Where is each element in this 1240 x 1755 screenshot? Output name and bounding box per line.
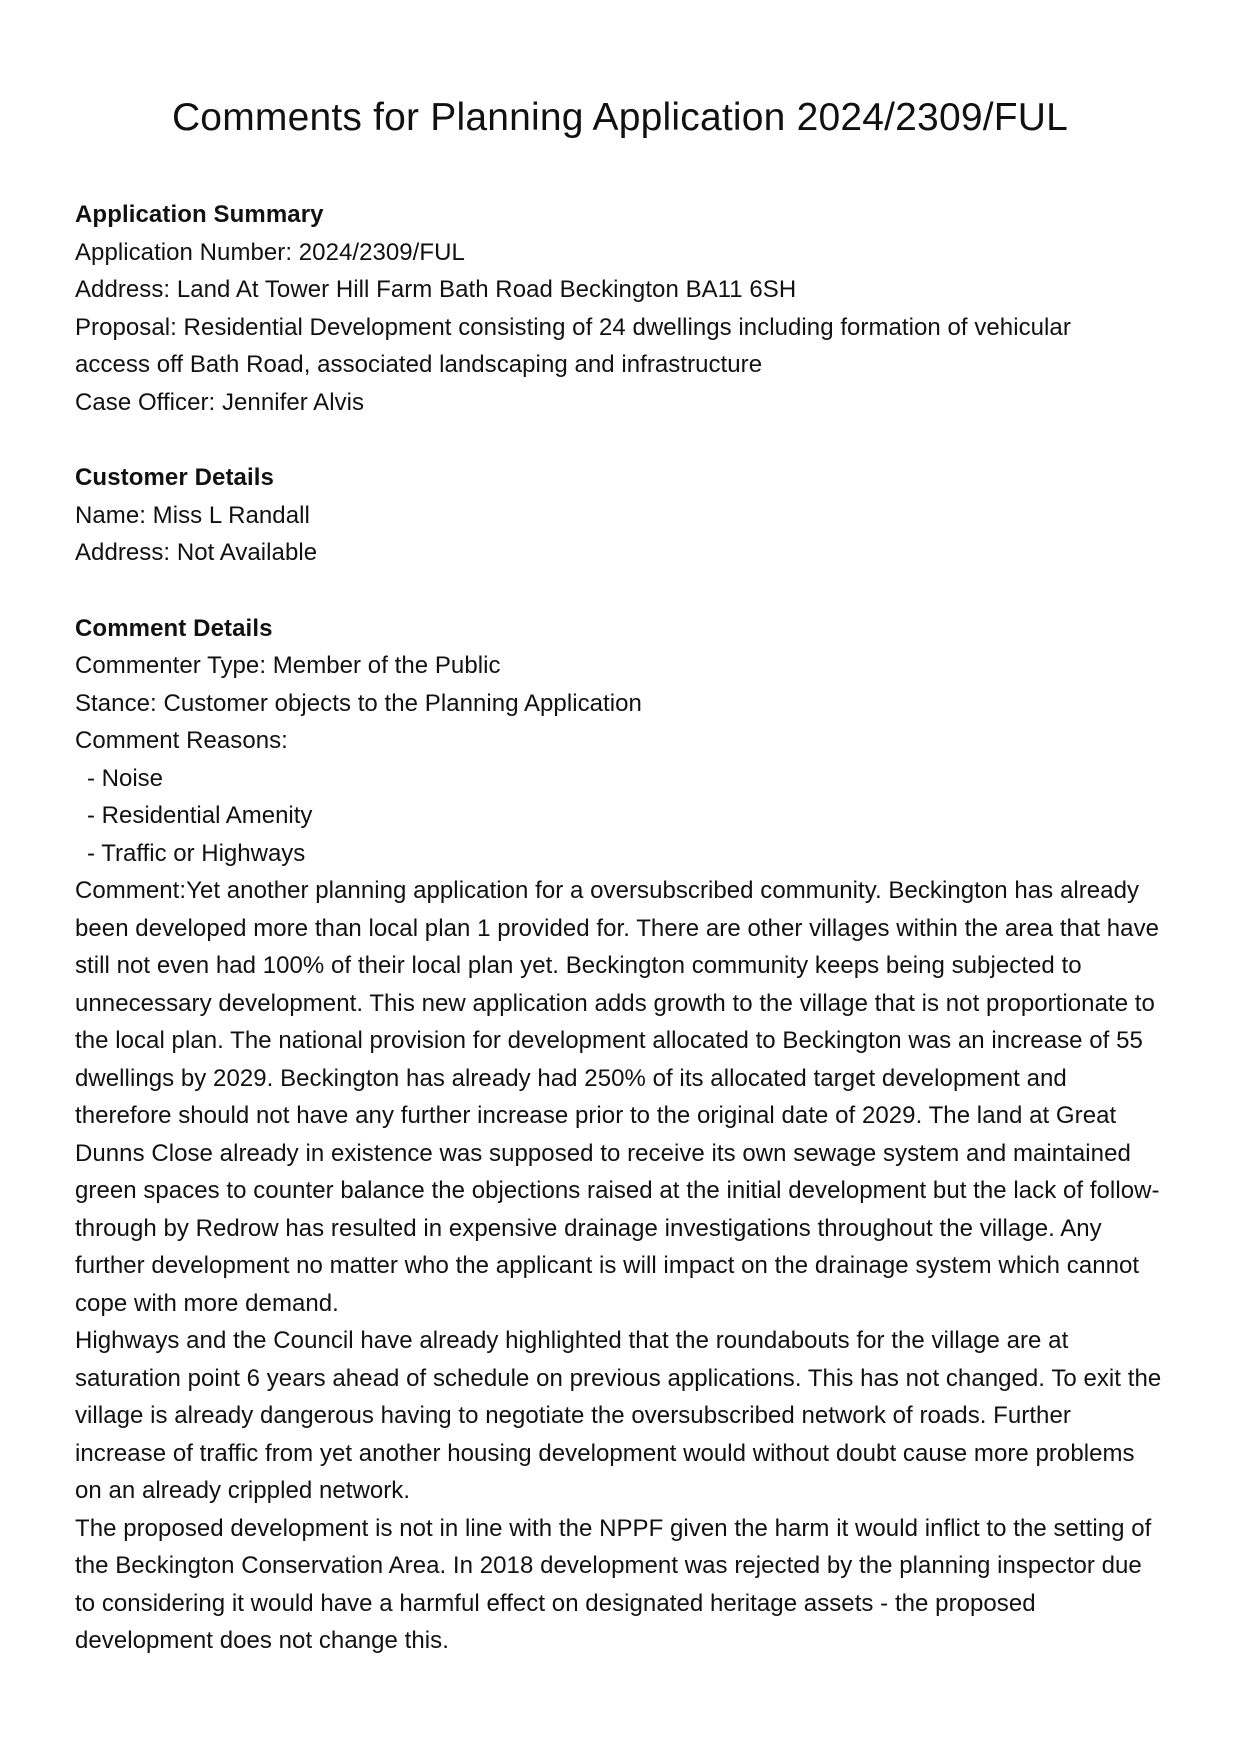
application-number: Application Number: 2024/2309/FUL bbox=[75, 238, 465, 266]
comment-reason-item: - Residential Amenity bbox=[87, 802, 313, 829]
comment-paragraph: The proposed development is not in line with the NPPF given the harm it would inflict to the setting of the Beckington Conservation Area. In 2018 development was rejected by the planning inspector due to considering it would have a harmful effect on designated heritage assets - the proposed development does not change this. bbox=[75, 1514, 1152, 1654]
comment-details-section bbox=[75, 610, 1165, 1660]
proposal-line-1: Proposal: Residential Development consisting of 24 dwellings including formation of vehicular bbox=[75, 313, 1071, 341]
comment-paragraph: Highways and the Council have already highlighted that the roundabouts for the village are at saturation point 6 years ahead of schedule on previous applications. This has not changed. To exit the village is already dangerous having to negotiate the oversubscribed network of roads. Further increase of traffic from yet another housing development would without doubt cause more problems on an already crippled network. bbox=[75, 1327, 1162, 1504]
application-summary-section bbox=[75, 196, 1165, 421]
comment-reason-item: - Noise bbox=[87, 764, 164, 792]
comment-details-heading: Comment Details bbox=[75, 614, 273, 642]
application-address: Address: Land At Tower Hill Farm Bath Road Beckington BA11 6SH bbox=[75, 276, 797, 303]
application-summary-heading: Application Summary bbox=[75, 201, 324, 228]
comment-paragraph: Comment:Yet another planning application for a oversubscribed community. Beckington has already been developed more than local plan 1 provided for. There are other villages within the area that have still not even had 100% of their local plan yet. Beckington community keeps being subjected to unnecessary development. This new application adds growth to the village that is not proportionate to the local plan. The national provision for development allocated to Beckington was an increase of 55 dwellings by 2029. Beckington has already had 250% of its allocated target development and therefore should not have any further increase prior to the original date of 2029. The land at Great Dunns Close already in existence was supposed to receive its own sewage system and maintained green spaces to counter balance the objections raised at the initial development but the lack of follow-through by Redrow has resulted in expensive drainage investigations throughout the village. Any further development no matter who the applicant is will impact on the drainage system which cannot cope with more demand. bbox=[75, 877, 1160, 1317]
commenter-type: Commenter Type: Member of the Public bbox=[75, 652, 501, 679]
customer-address: Address: Not Available bbox=[75, 539, 318, 566]
comment-reasons-list bbox=[75, 760, 1165, 873]
customer-name: Name: Miss L Randall bbox=[75, 501, 310, 529]
stance: Stance: Customer objects to the Planning Application bbox=[75, 689, 642, 717]
customer-details-section bbox=[75, 459, 1165, 572]
customer-details-heading: Customer Details bbox=[75, 464, 274, 491]
comment-reason-item: - Traffic or Highways bbox=[87, 839, 306, 867]
case-officer: Case Officer: Jennifer Alvis bbox=[75, 388, 365, 416]
comment-reasons-label: Comment Reasons: bbox=[75, 727, 288, 754]
proposal-line-2: access off Bath Road, associated landscaping and infrastructure bbox=[75, 351, 763, 378]
page-title: Comments for Planning Application 2024/2309/FUL bbox=[171, 96, 1069, 139]
